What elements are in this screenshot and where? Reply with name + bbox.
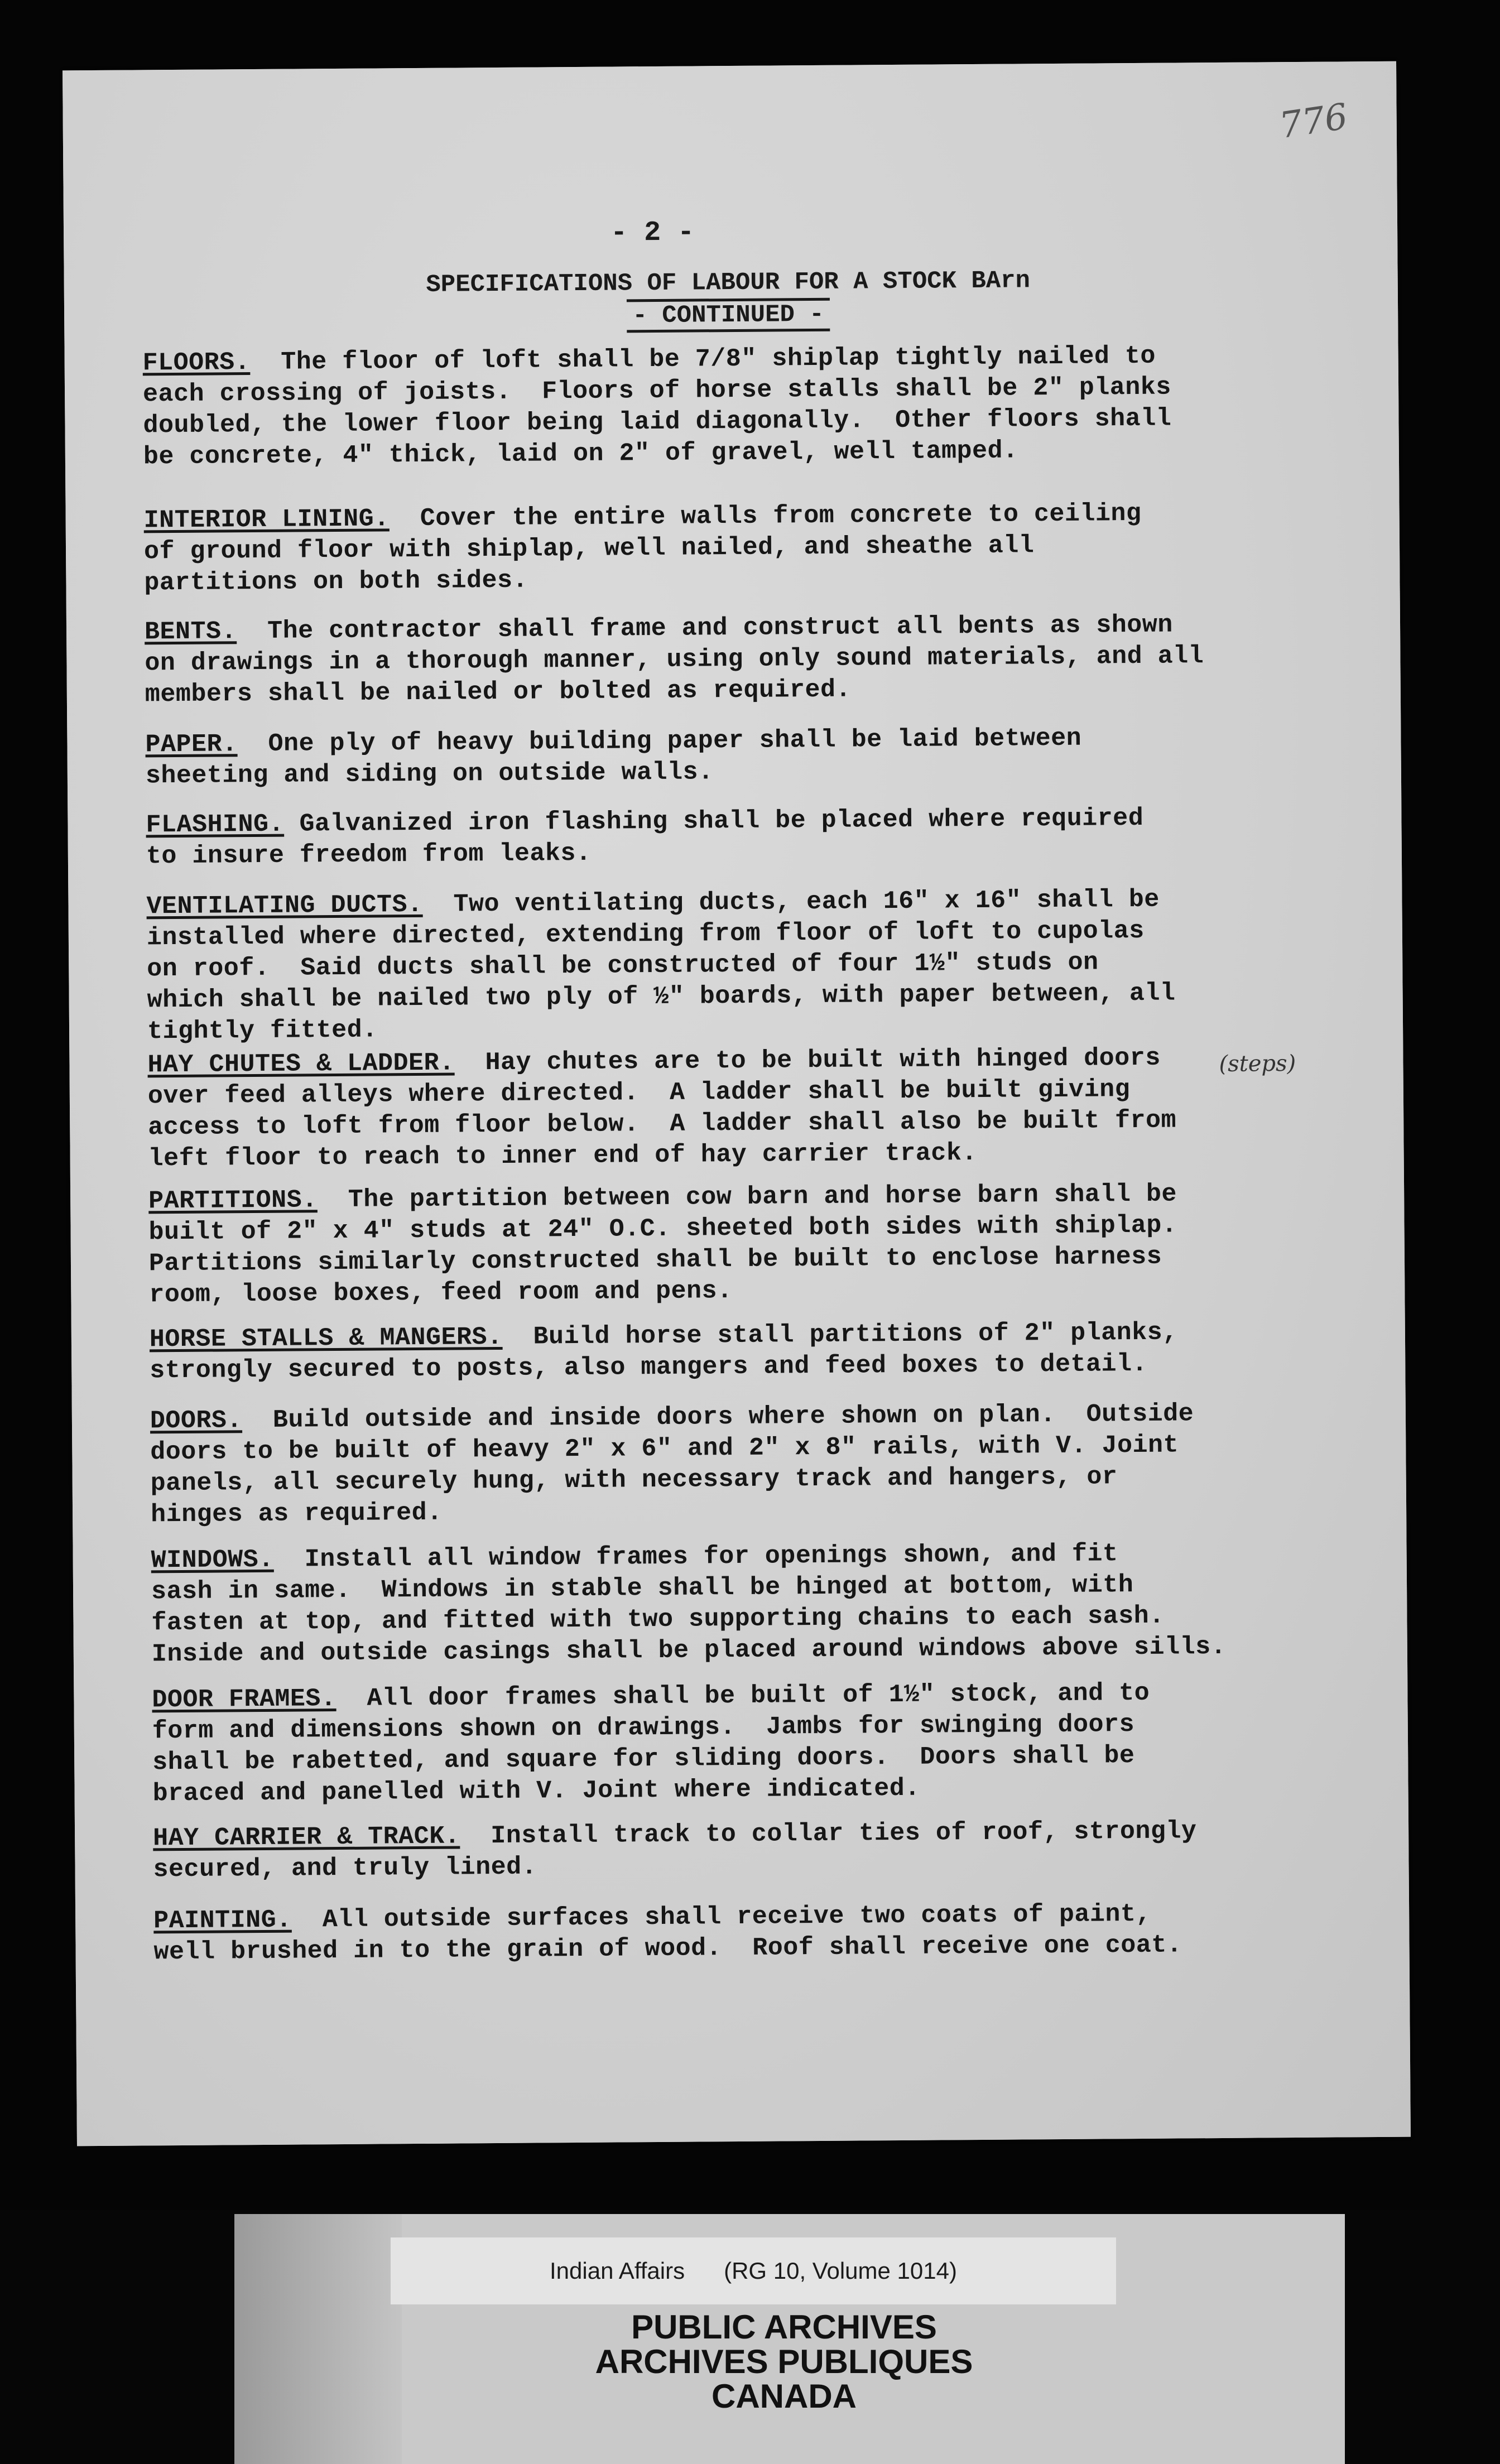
subtitle-text: - CONTINUED - [627,298,830,333]
section-interior-lining [143,497,1372,599]
section-body: All door frames shall be built of 1½" stock, and to form and dimensions shown on drawings. Jambs for swinging doors shall be rabetted, and square for sliding doors. Doors shall be braced and panelled with V. Joint where indicated. [152,1678,1150,1808]
section-heading: BENTS. [144,617,237,647]
section-door-frames [152,1676,1381,1810]
section-body: One ply of heavy building paper shall be laid between sheeting and siding on outside walls. [145,724,1082,791]
section-painting [153,1897,1382,1968]
handwritten-margin-note: (steps) [1219,1051,1296,1077]
section-body: Install all window frames for openings shown, and fit sash in same. Windows in stable shall be hinged at bottom, with fasten at top, and fitted with two supporting chains to each sash. Inside and outside casings shall be placed around windows above sills. [151,1539,1227,1669]
archive-stamp-line3: CANADA [711,2378,857,2415]
archive-label [391,2237,1116,2304]
archive-stamp [463,2310,1105,2414]
section-body: Hay chutes are to be built with hinged doors over feed alleys where directed. A ladder shall be built giving access to loft from floor below. A ladder shall also be built from left floor to reach to inner end of hay carrier track. [147,1043,1177,1173]
section-heading: VENTILATING DUCTS. [146,890,423,921]
section-heading: PAPER. [145,730,238,759]
page-number: - 2 - [610,216,695,249]
section-paper [145,721,1373,792]
section-doors [150,1397,1379,1531]
section-body: Galvanized iron flashing shall be placed where required to insure freedom from leaks. [146,803,1144,871]
section-body: Build outside and inside doors where shown on plan. Outside doors to be built of heavy 2" x 6" and 2" x 8" rails, with V. Joint panels, all securely hung, with necessary track and hangers, or hinges as required. [150,1399,1194,1529]
document-page [62,61,1411,2147]
section-heading: FLOORS. [142,348,251,378]
section-heading: FLASHING. [146,810,285,840]
section-body: Build horse stall partitions of 2" planks, strongly secured to posts, also mangers and feed boxes to detail. [150,1318,1178,1385]
archive-stamp-line1: PUBLIC ARCHIVES [631,2308,937,2346]
section-heading: HORSE STALLS & MANGERS. [149,1322,503,1354]
section-hay-carrier-track [153,1815,1381,1885]
document-title: SPECIFICATIONS OF LABOUR FOR A STOCK BArn [426,267,1031,299]
section-body: Install track to collar ties of roof, strongly secured, and truly lined. [153,1817,1197,1884]
section-heading: DOOR FRAMES. [152,1685,336,1715]
section-bents [145,608,1373,710]
section-floors [143,339,1372,473]
section-heading: HAY CHUTES & LADDER. [147,1048,455,1080]
section-body: The contractor shall frame and construct all bents as shown on drawings in a thorough manner, using only sound materials, and all members shall be nailed or bolted as required. [145,610,1204,709]
section-ventilating-ducts [146,883,1375,1047]
archive-card-shadow [234,2214,402,2464]
section-heading: DOORS. [150,1406,243,1436]
section-partitions [148,1177,1377,1311]
section-body: Cover the entire walls from concrete to ceiling of ground floor with shiplap, well nailed, and sheathe all partitions on both sides. [143,499,1142,598]
section-flashing [146,801,1374,872]
archive-stamp-line2: ARCHIVES PUBLIQUES [595,2343,973,2380]
section-body: The floor of loft shall be 7/8" shiplap tightly nailed to each crossing of joists. Floors of horse stalls shall be 2" planks doubled, the lower floor being laid diagonally. Other floors shall be concrete, 4" thick, laid on 2" of gravel, well tamped. [142,341,1172,471]
section-hay-chutes-ladder [147,1041,1376,1175]
section-heading: WINDOWS. [151,1545,274,1575]
section-heading: HAY CARRIER & TRACK. [152,1822,460,1853]
section-body: All outside surfaces shall receive two coats of paint, well brushed in to the grain of wood. Roof shall receive one coat. [153,1899,1182,1967]
section-body: The partition between cow barn and horse barn shall be built of 2" x 4" studs at 24" O.C. sheeted both sides with shiplap. Partitions similarly constructed shall be built to enclose harness room, loose boxes, feed room and pens. [148,1180,1177,1310]
section-heading: PARTITIONS. [148,1186,318,1216]
folio-number: 776 [1276,96,1350,147]
section-body: Two ventilating ducts, each 16" x 16" shall be installed where directed, extending from floor of loft to cupolas on roof. Said ducts shall be constructed of four 1½" studs on which shall be nailed two ply of ½" boards, with paper between, all tightly fitted. [146,885,1176,1046]
section-heading: INTERIOR LINING. [143,504,390,535]
archive-label-right: (RG 10, Volume 1014) [724,2258,957,2284]
section-heading: PAINTING. [153,1905,292,1936]
section-windows [151,1537,1379,1670]
document-subtitle [366,297,1091,334]
section-horse-stalls-mangers [150,1316,1378,1387]
archive-label-left: Indian Affairs [550,2258,685,2284]
